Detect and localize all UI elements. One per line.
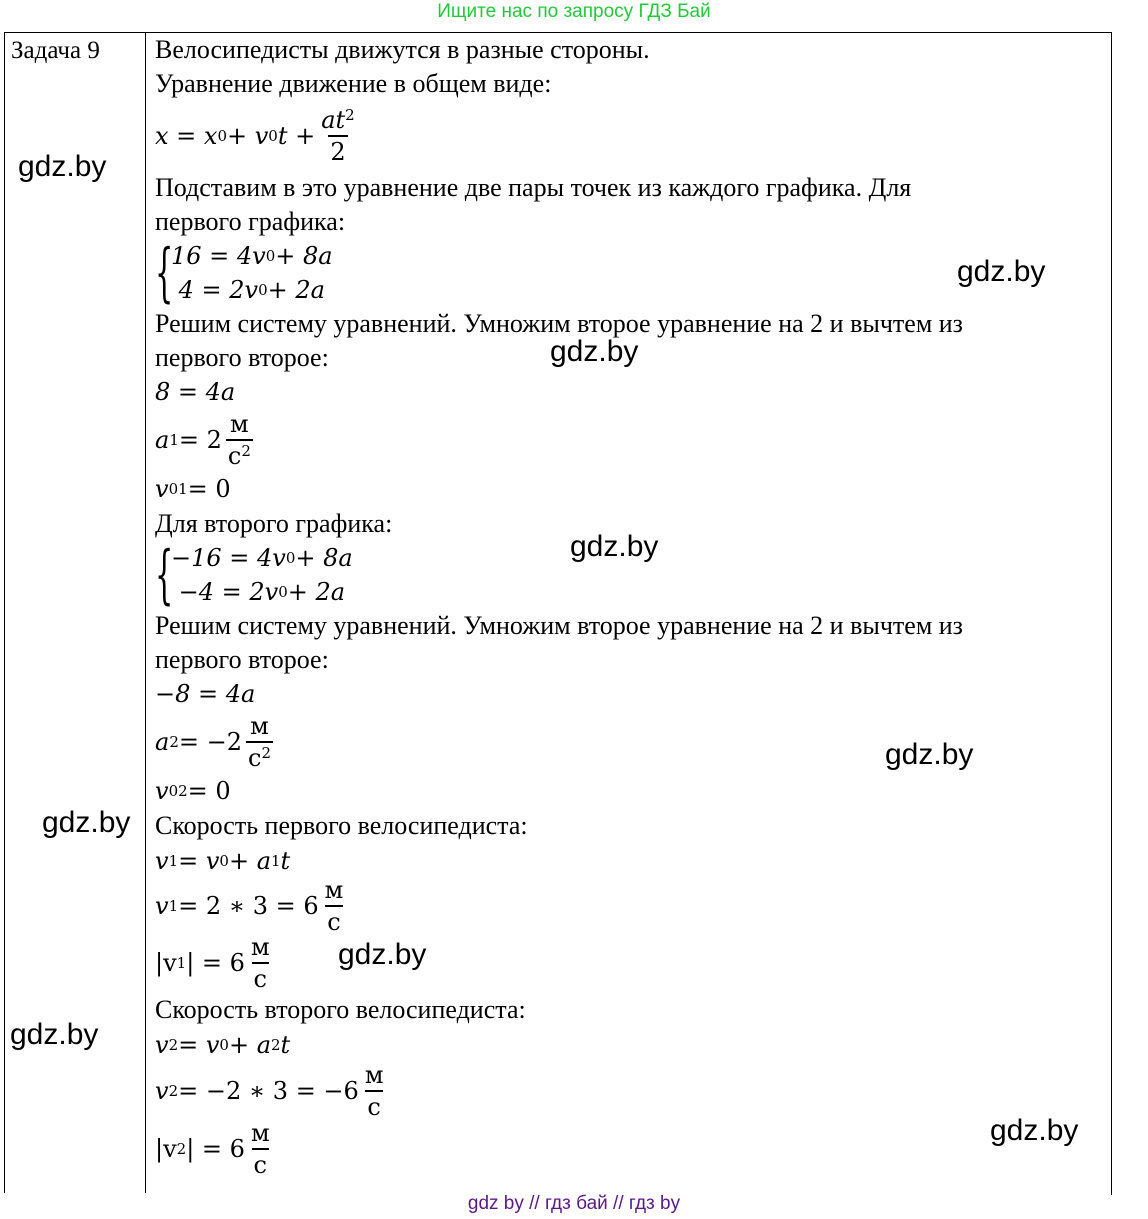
text-line: Велосипедисты движутся в разные стороны. — [155, 35, 650, 64]
watermark: gdz.by — [42, 806, 131, 839]
text-line: Скорость второго велосипедиста: — [155, 995, 526, 1024]
equation-v01: v 01 = 0 — [155, 475, 231, 503]
equation-v1-abs: |v 1 | = 6 $\frac{м}{с}$ — [155, 933, 270, 993]
brace-icon: { — [155, 538, 174, 612]
text-line: Для второго графика: — [155, 509, 393, 538]
watermark: gdz.by — [338, 938, 427, 971]
footer-links[interactable]: gdz by // гдз бай // гдз by — [467, 1193, 681, 1214]
table-column-divider — [145, 33, 146, 1193]
table-border-right — [1111, 33, 1112, 1195]
watermark: gdz.by — [990, 1114, 1079, 1147]
equation-v2-formula: v 2 = v 0 + a 2 t — [155, 1031, 291, 1059]
solution-table — [4, 32, 1112, 1193]
watermark: gdz.by — [10, 1018, 99, 1051]
task-label: Задача 9 — [11, 37, 100, 64]
text-line: первого графика: — [155, 207, 346, 236]
text-line: Решим систему уравнений. Умножим второе уравнение на 2 и вычтем из — [155, 611, 963, 640]
text-line: Скорость первого велосипедиста: — [155, 811, 528, 840]
watermark: gdz.by — [570, 530, 659, 563]
watermark: gdz.by — [18, 150, 107, 183]
table-border-left — [4, 33, 5, 1193]
fraction: $\frac{at^2}{2}$ — [321, 106, 355, 166]
equation: −8 = 4a — [155, 680, 256, 708]
equation-v02: v 02 = 0 — [155, 777, 231, 805]
equation-v2-calc: v 2 = −2 ∗ 3 = −6 $\frac{м}{с}$ — [155, 1061, 384, 1121]
equation-a1: a 1 = 2 $\frac{м}{с^2}$ — [155, 410, 251, 470]
equation-v1-formula: v 1 = v 0 + a 1 t — [155, 847, 291, 875]
equation-system-1: { 16 = 4v 0 + 8a 4 = 2v 0 + 2a — [155, 236, 333, 310]
solution-content — [155, 33, 1105, 1179]
watermark: gdz.by — [957, 255, 1046, 288]
text-line: Уравнение движение в общем виде: — [155, 69, 552, 98]
text-line: первого второе: — [155, 343, 329, 372]
equation-system-2: { −16 = 4v 0 + 8a −4 = 2v 0 + 2a — [155, 538, 353, 612]
equation-v2-abs: |v 2 | = 6 $\frac{м}{с}$ — [155, 1119, 270, 1179]
equation: 8 = 4a — [155, 378, 236, 406]
general-equation: x = x 0 + v 0 t + $\frac{at^2}{2}$ — [155, 106, 355, 166]
text-line: первого второе: — [155, 645, 329, 674]
brace-icon: { — [155, 236, 174, 310]
text-line: Решим систему уравнений. Умножим второе уравнение на 2 и вычтем из — [155, 309, 963, 338]
equation-v1-calc: v 1 = 2 ∗ 3 = 6 $\frac{м}{с}$ — [155, 876, 344, 936]
watermark: gdz.by — [885, 738, 974, 771]
text-line: Подставим в это уравнение две пары точек из каждого графика. Для — [155, 173, 912, 202]
watermark: gdz.by — [550, 335, 639, 368]
top-banner[interactable]: Ищите нас по запросу ГДЗ Бай — [437, 1, 711, 22]
equation-a2: a 2 = −2 $\frac{м}{с^2}$ — [155, 712, 271, 772]
